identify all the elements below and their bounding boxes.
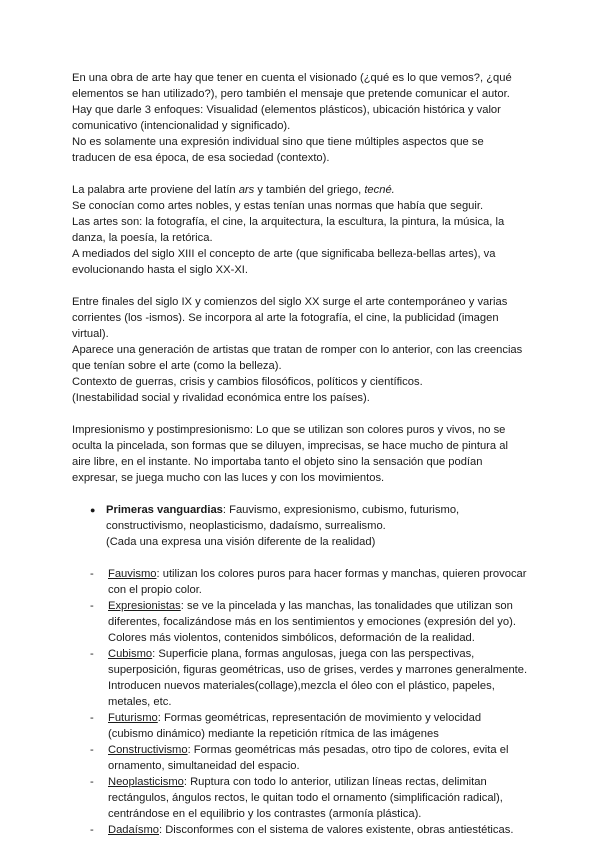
movement-description: [108, 566, 528, 598]
movement-description: [108, 774, 528, 822]
vanguard-bullet-item: [90, 502, 528, 550]
movement-description: [108, 742, 528, 774]
vanguard-movements: : Fauvismo, expresionismo, cubismo, futurismo, constructivismo, neoplasticismo, dadaísmo, surrealismo.: [106, 504, 460, 532]
movement-text: : Superficie plana, formas angulosas, juega con las perspectivas, superposición, figuras geométricas, uso de grises, verdes y marrones generalmente. Introducen nuevos materiales(collage),mezcla el óleo con el plástico, papeles, metales, etc.: [108, 648, 528, 708]
movement-term: Futurismo: [108, 712, 158, 724]
dash-icon: -: [90, 568, 94, 580]
movement-description: [108, 710, 528, 742]
list-item: [90, 646, 528, 710]
movement-text: : Ruptura con todo lo anterior, utilizan líneas rectas, delimitan rectángulos, ángulos rectos, le quitan todo el ornamento (simplificación radical), centrándose en el equilibrio y los contrastes (armonía plástica).: [108, 776, 503, 820]
spacer: [72, 550, 528, 566]
dash-icon: -: [90, 600, 94, 612]
list-item: [90, 566, 528, 598]
movement-description: [108, 822, 528, 838]
movement-text: : Formas geométricas, representación de movimiento y velocidad (cubismo dinámico) mediante la repetición rítmica de las imágenes: [108, 712, 482, 740]
movement-description: [108, 598, 528, 646]
spacer: [72, 278, 528, 294]
movement-text: : Formas geométricas más pesadas, otro tipo de colores, evita el ornamento, simultaneidad del espacio.: [108, 744, 509, 772]
term-ars: ars: [238, 184, 255, 196]
origin-paragraph-4: A mediados del siglo XIII el concepto de arte (que significaba belleza-bellas artes), va evolucionando hasta el siglo XX-XI.: [72, 248, 496, 276]
list-item: [90, 822, 528, 838]
intro-paragraph-3: No es solamente una expresión individual sino que tiene múltiples aspectos que se traducen de esa época, de esa sociedad (contexto).: [72, 136, 484, 164]
origin-text-mid: y también del griego,: [254, 184, 365, 196]
list-item: [90, 598, 528, 646]
list-item: [90, 774, 528, 822]
list-item: [90, 710, 528, 742]
list-item: [90, 742, 528, 774]
movement-term: Fauvismo: [108, 568, 157, 580]
impressionism-paragraph: Impresionismo y postimpresionismo: Lo que se utilizan son colores puros y vivos, no se oculta la pincelada, son formas que se diluyen, imprecisas, se hace mucho de pintura al aire libre, en el instante. No importaba tanto el objeto sino la sensación que podían expresar, se juega mucho con las luces y con los movimientos.: [72, 424, 508, 484]
intro-paragraph-2: Hay que darle 3 enfoques: Visualidad (elementos plásticos), ubicación histórica y valor comunicativo (intencionalidad y significado).: [72, 104, 501, 132]
movement-text: : utilizan los colores puros para hacer formas y manchas, quieren provocar con el propio color.: [108, 568, 527, 596]
document-body: [72, 70, 528, 838]
origin-paragraph-1: [72, 182, 528, 198]
spacer: [72, 406, 528, 422]
contemporary-paragraph-1: Entre finales del siglo IX y comienzos del siglo XX surge el arte contemporáneo y varias corrientes (los -ismos). Se incorpora al arte la fotografía, el cine, la publicidad (imagen virtual).: [72, 296, 508, 340]
vanguard-bullet-body: [106, 502, 528, 550]
term-tecne: tecné.: [364, 184, 395, 196]
dash-icon: -: [90, 824, 94, 836]
origin-paragraph-3: Las artes son: la fotografía, el cine, la arquitectura, la escultura, la pintura, la música, la danza, la poesía, la retórica.: [72, 216, 505, 244]
vanguard-note: (Cada una expresa una visión diferente de la realidad): [106, 536, 376, 548]
movement-term: Neoplasticismo: [108, 776, 184, 788]
movement-term: Dadaísmo: [108, 824, 159, 836]
dash-icon: -: [90, 744, 94, 756]
contemporary-paragraph-3: Contexto de guerras, crisis y cambios filosóficos, políticos y científicos.: [72, 376, 423, 388]
bullet-icon: ●: [90, 505, 96, 515]
movement-description: [108, 646, 528, 710]
movements-list: [72, 566, 528, 838]
dash-icon: -: [90, 776, 94, 788]
intro-paragraph-1: En una obra de arte hay que tener en cuenta el visionado (¿qué es lo que vemos?, ¿qué elementos se han utilizado?), pero también el mensaje que pretende comunicar el autor.: [72, 72, 512, 100]
movement-term: Expresionistas: [108, 600, 181, 612]
vanguard-list: [106, 502, 528, 534]
contemporary-paragraph-4: (Inestabilidad social y rivalidad económica entre los países).: [72, 392, 370, 404]
origin-text-pre: La palabra arte proviene del latín: [72, 184, 239, 196]
movement-term: Cubismo: [108, 648, 153, 660]
dash-icon: -: [90, 712, 94, 724]
origin-paragraph-2: Se conocían como artes nobles, y estas tenían unas normas que había que seguir.: [72, 200, 484, 212]
spacer: [72, 486, 528, 502]
movement-text: : se ve la pincelada y las manchas, las tonalidades que utilizan son diferentes, focalizándose más en los sentimientos y emociones (expresión del yo). Colores más violentos, contenidos simbólicos, deformación de la realidad.: [108, 600, 516, 644]
vanguard-title: Primeras vanguardias: [106, 504, 223, 516]
spacer: [72, 166, 528, 182]
dash-icon: -: [90, 648, 94, 660]
contemporary-paragraph-2: Aparece una generación de artistas que tratan de romper con lo anterior, con las creencias que tenían sobre el arte (como la belleza).: [72, 344, 523, 372]
movement-term: Constructivismo: [108, 744, 188, 756]
movement-text: : Disconformes con el sistema de valores existente, obras antiestéticas.: [159, 824, 514, 836]
